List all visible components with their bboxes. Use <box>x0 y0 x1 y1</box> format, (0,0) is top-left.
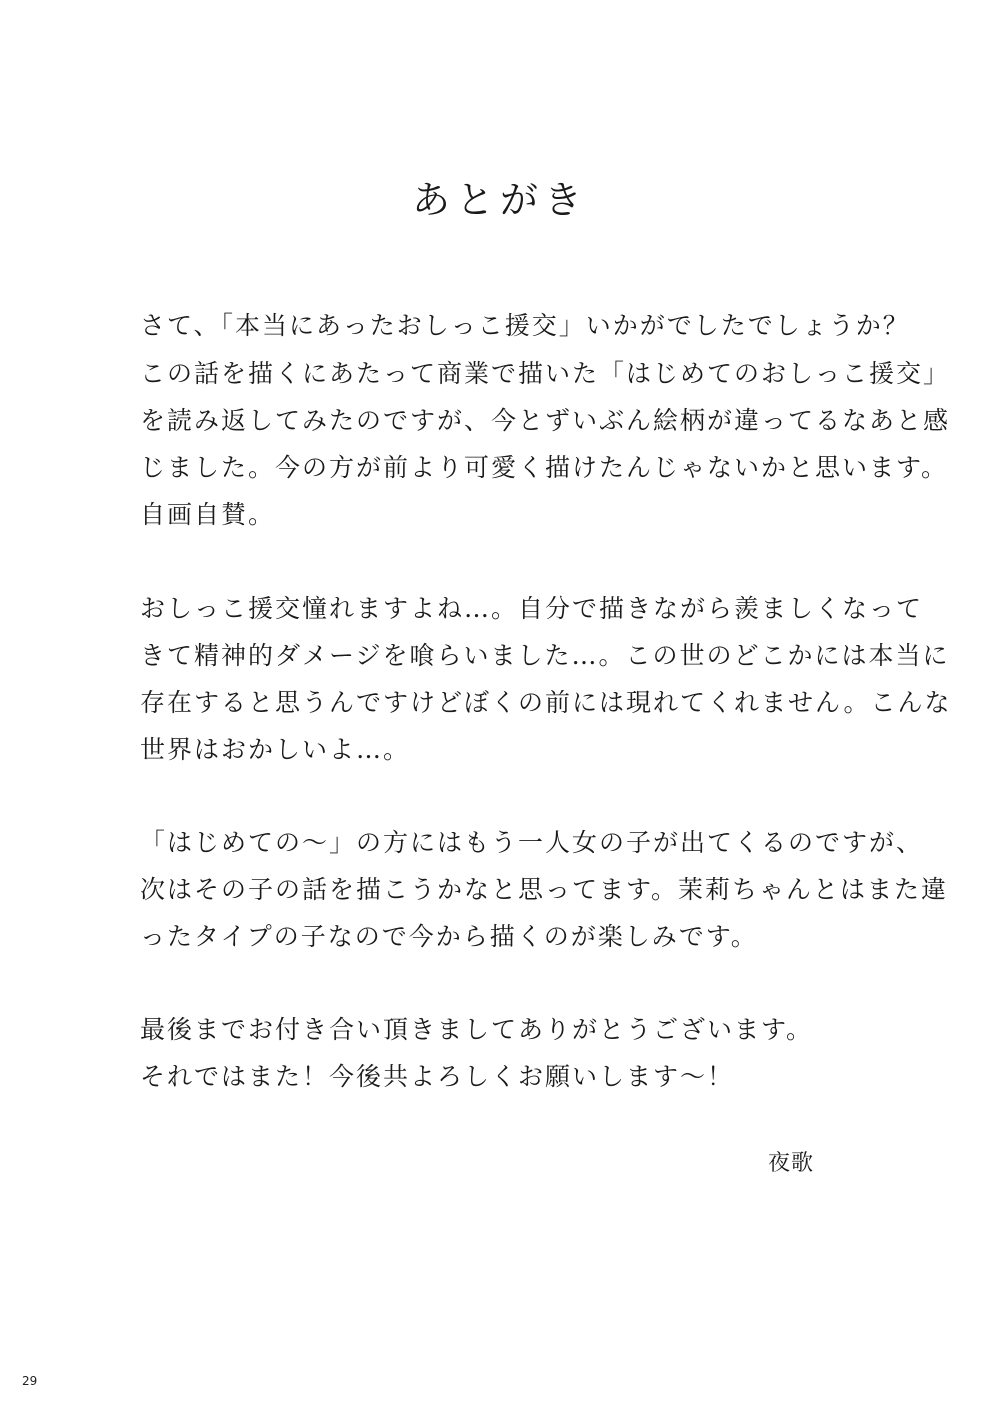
paragraph-2-line-2: きて精神的ダメージを喰らいました…。この世のどこかには本当に <box>140 641 950 670</box>
page-title: あとがき <box>411 178 588 222</box>
paragraph-2-line-4: 世界はおかしいよ…。 <box>140 735 411 764</box>
paragraph-1-line-5: 自画自賛。 <box>140 500 276 529</box>
page-number: 29 <box>22 1374 38 1388</box>
paragraph-2-line-3: 存在すると思うんですけどぼくの前には現れてくれません。こんな <box>140 688 952 717</box>
paragraph-1-line-3: を読み返してみたのですが、今とずいぶん絵柄が違ってるなあと感 <box>140 406 951 435</box>
paragraph-3-line-2: 次はその子の話を描こうかなと思ってます。茉莉ちゃんとはまた違 <box>140 875 949 904</box>
paragraph-4-line-1: 最後までお付き合い頂きましてありがとうございます。 <box>140 1015 814 1044</box>
paragraph-4-line-2: それではまた！今後共よろしくお願いします～！ <box>140 1062 735 1091</box>
paragraph-3-line-3: ったタイプの子なので今から描くのが楽しみです。 <box>140 922 758 951</box>
paragraph-1-line-2: この話を描くにあたって商業で描いた「はじめてのおしっこ援交」 <box>140 359 951 388</box>
paragraph-1-line-1: さて、「本当にあったおしっこ援交」いかがでしたでしょうか？ <box>140 311 910 340</box>
paragraph-2-line-1: おしっこ援交憧れますよね…。自分で描きながら羨ましくなって <box>140 594 924 623</box>
author-signature: 夜歌 <box>768 1151 815 1176</box>
paragraph-1-line-4: じました。今の方が前より可愛く描けたんじゃないかと思います。 <box>140 453 949 482</box>
paragraph-3-line-1: 「はじめての～」の方にはもう一人女の子が出てくるのですが、 <box>140 828 924 857</box>
